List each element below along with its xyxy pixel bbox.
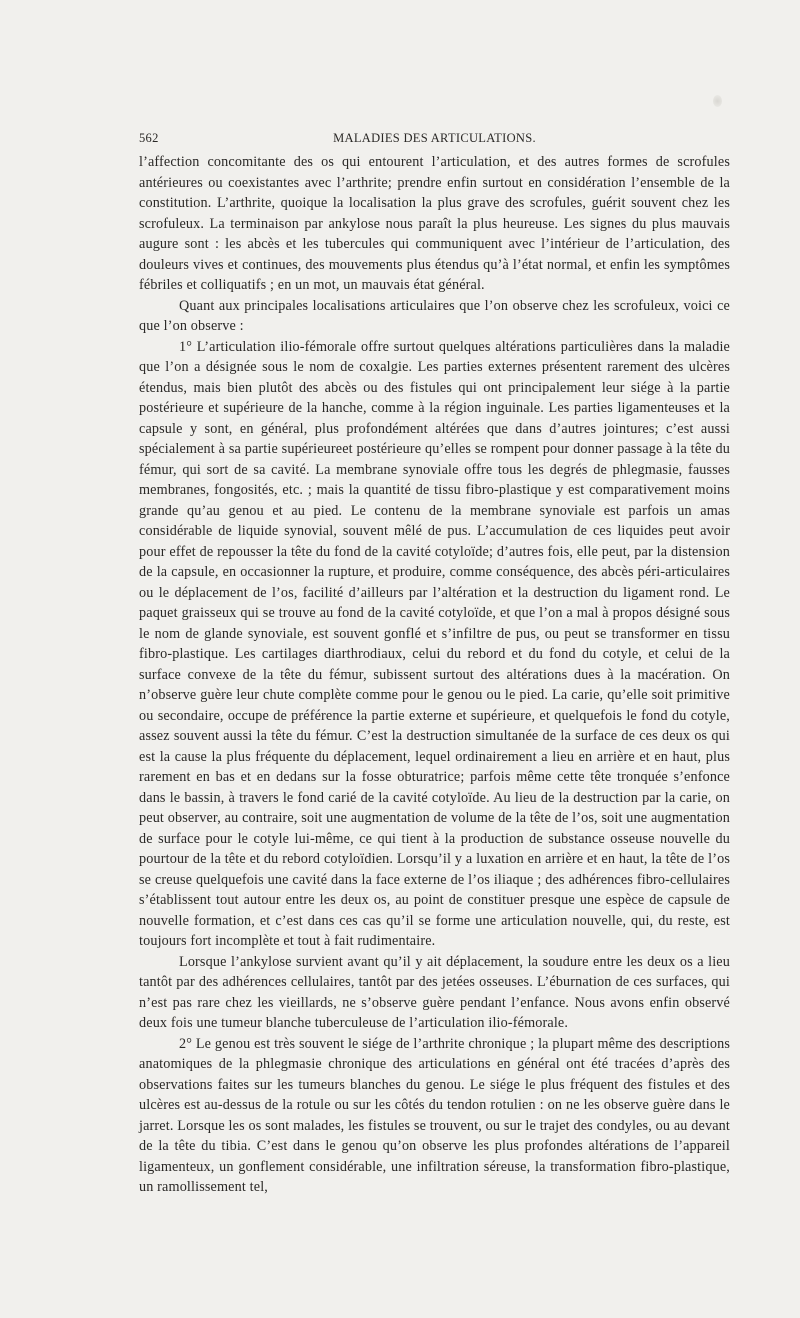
paper-speck: [713, 95, 722, 107]
page-number: 562: [139, 131, 159, 145]
paragraph-ilio-femorale: 1° L’articulation ilio-fémorale offre surtout quelques altérations particulières dans la maladie que l’on a désignée sous le nom de coxalgie. Les parties externes présentent rarement des ulcères étendus, mais bien plutôt des abcès ou des fistules qui ont principalement leur siége à la partie postérieure et supérieure de la hanche, comme à la région inguinale. Les parties ligamenteuses et la capsule y sont, en général, plus profondément altérées que dans d’autres jointures; c’est aussi spécialement à sa partie supérieureet postérieure qu’elles se rompent pour donner passage à la tête du fémur, qui sort de sa cavité. La membrane synoviale offre tous les degrés de phlegmasie, fausses membranes, fongosités, etc. ; mais la quantité de tissu fibro-plastique y est comparativement moins grande qu’au genou et au pied. Le contenu de la membrane synoviale est parfois un amas considérable de liquide synovial, souvent mêlé de pus. L’accumulation de ces liquides peut avoir pour effet de repousser la tête du fond de la cavité cotyloïde; d’autres fois, elle peut, par la distension de la capsule, en occasionner la rupture, et produire, comme conséquence, des abcès péri-articulaires ou le déplacement de l’os, facilité d’ailleurs par l’altération et la destruction du ligament rond. Le paquet graisseux qui se trouve au fond de la cavité cotyloïde, et que l’on a mal à propos désigné sous le nom de glande synoviale, est souvent gonflé et s’infiltre de pus, ou peut se transformer en tissu fibro-plastique. Les cartilages diarthrodiaux, celui du rebord et du fond du cotyle, et celui de la surface convexe de la tête du fémur, subissent surtout des altérations dues à la macération. On n’observe guère leur chute complète comme pour le genou ou le pied. La carie, qu’elle soit primitive ou secondaire, occupe de préférence la partie externe et supérieure, et quelquefois le fond du cotyle, assez souvent aussi la tête du fémur. C’est la destruction simultanée de la surface de ces deux os qui est la cause la plus fréquente du déplacement, lequel ordinairement a lieu en arrière et en haut, plus rarement en bas et en dedans sur la fosse obturatrice; parfois même cette tête tronquée s’enfonce dans le bassin, à travers le fond carié de la cavité cotyloïde. Au lieu de la destruction par la carie, on peut observer, au contraire, soit une augmentation de volume de la tête de l’os, soit une augmentation de surface pour le cotyle lui-même, ce qui tient à la production de substance osseuse nouvelle du pourtour de la tête et du rebord cotyloïdien. Lorsqu’il y a luxation en arrière et en haut, la tête de l’os se creuse quelquefois une cavité dans la face externe de l’os iliaque ; des adhérences fibro-cellulaires s’établissent tout autour entre les deux os, au point de constituer presque une espèce de capsule de nouvelle formation, et c’est dans ces cas qu’il se forme une articulation nouvelle, qui, du reste, est toujours fort incomplète et tout à fait rudimentaire.: [139, 338, 730, 949]
running-title: MALADIES DES ARTICULATIONS.: [333, 131, 536, 145]
paragraph-localisations-intro: Quant aux principales localisations articulaires que l’on observe chez les scrofuleux, voici ce que l’on observe :: [139, 297, 730, 334]
paragraph-ankylose: Lorsque l’ankylose survient avant qu’il y ait déplacement, la soudure entre les deux os a lieu tantôt par des adhérences cellulaires, tantôt par des jetées osseuses. L’éburnation de ces surfaces, qui n’est pas rare chez les vieillards, ne s’observe guère pendant l’enfance. Nous avons enfin observé deux fois une tumeur blanche tuberculeuse de l’articulation ilio-fémorale.: [139, 953, 730, 1031]
page-header: [139, 131, 730, 147]
body-text: [139, 152, 730, 1198]
paragraph-genou: 2° Le genou est très souvent le siége de l’arthrite chronique ; la plupart même des descriptions anatomiques de la phlegmasie chronique des articulations en général ont été tracées d’après des observations faites sur les tumeurs blanches du genou. Le siége le plus fréquent des fistules et des ulcères est au-dessus de la rotule ou sur les côtés du tendon rotulien : on ne les observe guère dans le jarret. Lorsque les os sont malades, les fistules se trouvent, ou sur le trajet des condyles, ou au devant de la tête du tibia. C’est dans le genou qu’on observe les plus profondes altérations de l’appareil ligamenteux, un gonflement considérable, une infiltration séreuse, la transformation fibro-plastique, un ramollissement tel,: [139, 1035, 730, 1195]
paragraph-continuation: l’affection concomitante des os qui entourent l’articulation, et des autres formes de scrofules antérieures ou coexistantes avec l’arthrite; prendre enfin surtout en considération l’ensemble de la constitution. L’arthrite, quoique la localisation la plus grave des scrofules, guérit souvent chez les scrofuleux. La terminaison par ankylose nous paraît la plus heureuse. Les signes du plus mauvais augure sont : les abcès et les tubercules qui communiquent avec l’intérieur de l’articulation, des douleurs vives et continues, des mouvements plus étendus qu’à l’état normal, et enfin les symptômes fébriles et colliquatifs ; en un mot, un mauvais état général.: [139, 154, 730, 293]
